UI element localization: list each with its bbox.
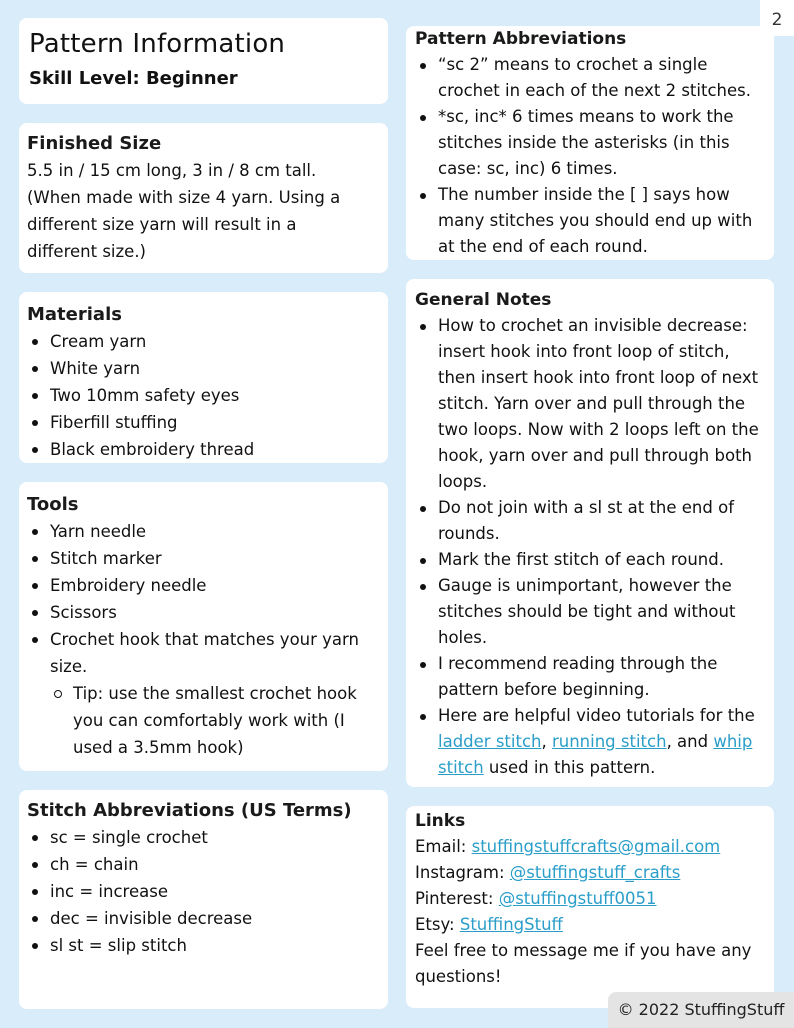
links-card [406, 806, 774, 1008]
list-item: “sc 2” means to crochet a single crochet in each of the next 2 stitches. [415, 52, 766, 104]
list-item: Black embroidery thread [27, 436, 380, 463]
skill-level: Skill Level: Beginner [29, 68, 238, 89]
tools-card [19, 482, 388, 771]
pinterest-row [415, 886, 766, 912]
materials-list [27, 328, 380, 463]
general-notes-list [415, 313, 766, 781]
email-label: Email: [415, 837, 472, 856]
finished-size-line: 5.5 in / 15 cm long, 3 in / 8 cm tall. [27, 161, 317, 180]
finished-size-line: different size.) [27, 242, 146, 261]
materials-heading: Materials [27, 304, 122, 325]
finished-size-card [19, 123, 388, 273]
etsy-row [415, 912, 766, 938]
page-number: 2 [760, 0, 794, 36]
stitch-abbreviations-card [19, 790, 388, 1009]
finished-size-line: (When made with size 4 yarn. Using a [27, 188, 341, 207]
finished-size-heading: Finished Size [27, 133, 162, 154]
list-item: *sc, inc* 6 times means to work the stitches inside the asterisks (in this case: sc, inc) 6 times. [415, 104, 766, 182]
list-item: Embroidery needle [27, 572, 380, 599]
finished-size-line: different size yarn will result in a [27, 215, 297, 234]
list-item-text: Crochet hook that matches your yarn size. [50, 630, 359, 676]
whip-stitch-link[interactable]: whip stitch [438, 732, 753, 777]
list-item: dec = invisible decrease [27, 905, 380, 932]
list-item: Stitch marker [27, 545, 380, 572]
list-item: Mark the first stitch of each round. [415, 547, 766, 573]
list-item: Scissors [27, 599, 380, 626]
video-separator: , [541, 732, 552, 751]
pinterest-link[interactable]: @stuffingstuff0051 [498, 889, 657, 908]
video-text: used in this pattern. [483, 758, 656, 777]
list-item: I recommend reading through the pattern before beginning. [415, 651, 766, 703]
list-item [27, 626, 380, 761]
list-item: Fiberfill stuffing [27, 409, 380, 436]
copyright-footer: © 2022 StuffingStuff [608, 992, 794, 1028]
instagram-label: Instagram: [415, 863, 510, 882]
etsy-label: Etsy: [415, 915, 460, 934]
list-item: How to crochet an invisible decrease: insert hook into front loop of stitch, then insert hook into front loop of next stitch. Yarn over and pull through the two loops. Now with 2 loops left on the hook, yarn over and pull through both loops. [415, 313, 766, 495]
ladder-stitch-link[interactable]: ladder stitch [438, 732, 542, 751]
pattern-abbreviations-list [415, 52, 766, 260]
list-item: The number inside the [ ] says how many stitches you should end up with at the end of each round. [415, 182, 766, 260]
pattern-abbreviations-card [406, 26, 774, 260]
stitch-abbreviations-heading: Stitch Abbreviations (US Terms) [27, 800, 352, 821]
general-notes-card [406, 279, 774, 787]
list-item: sl st = slip stitch [27, 932, 380, 959]
email-row [415, 834, 766, 860]
closing-text: Feel free to message me if you have any questions! [415, 941, 752, 986]
instagram-link[interactable]: @stuffingstuff_crafts [509, 863, 681, 882]
general-notes-heading: General Notes [415, 290, 552, 310]
video-tutorials-item [415, 703, 766, 781]
pattern-info-card [19, 18, 388, 104]
materials-card [19, 292, 388, 463]
video-separator: , and [666, 732, 714, 751]
instagram-row [415, 860, 766, 886]
tools-heading: Tools [27, 494, 79, 515]
list-item: ch = chain [27, 851, 380, 878]
video-text: Here are helpful video tutorials for the [438, 706, 755, 725]
list-item: Gauge is unimportant, however the stitches should be tight and without holes. [415, 573, 766, 651]
tools-list [27, 518, 380, 761]
email-link[interactable]: stuffingstuffcrafts@gmail.com [471, 837, 721, 856]
stitch-abbreviations-list [27, 824, 380, 959]
list-item: Two 10mm safety eyes [27, 382, 380, 409]
links-heading: Links [415, 811, 466, 831]
pinterest-label: Pinterest: [415, 889, 499, 908]
tip-item: Tip: use the smallest crochet hook you can comfortably work with (I used a 3.5mm hook) [50, 680, 380, 761]
list-item: Do not join with a sl st at the end of rounds. [415, 495, 766, 547]
tools-sublist [50, 680, 380, 761]
running-stitch-link[interactable]: running stitch [551, 732, 667, 751]
list-item: White yarn [27, 355, 380, 382]
list-item: Yarn needle [27, 518, 380, 545]
list-item: sc = single crochet [27, 824, 380, 851]
list-item: inc = increase [27, 878, 380, 905]
pattern-abbreviations-heading: Pattern Abbreviations [415, 29, 627, 49]
list-item: Cream yarn [27, 328, 380, 355]
page-title: Pattern Information [29, 29, 286, 59]
etsy-link[interactable]: StuffingStuff [459, 915, 563, 934]
